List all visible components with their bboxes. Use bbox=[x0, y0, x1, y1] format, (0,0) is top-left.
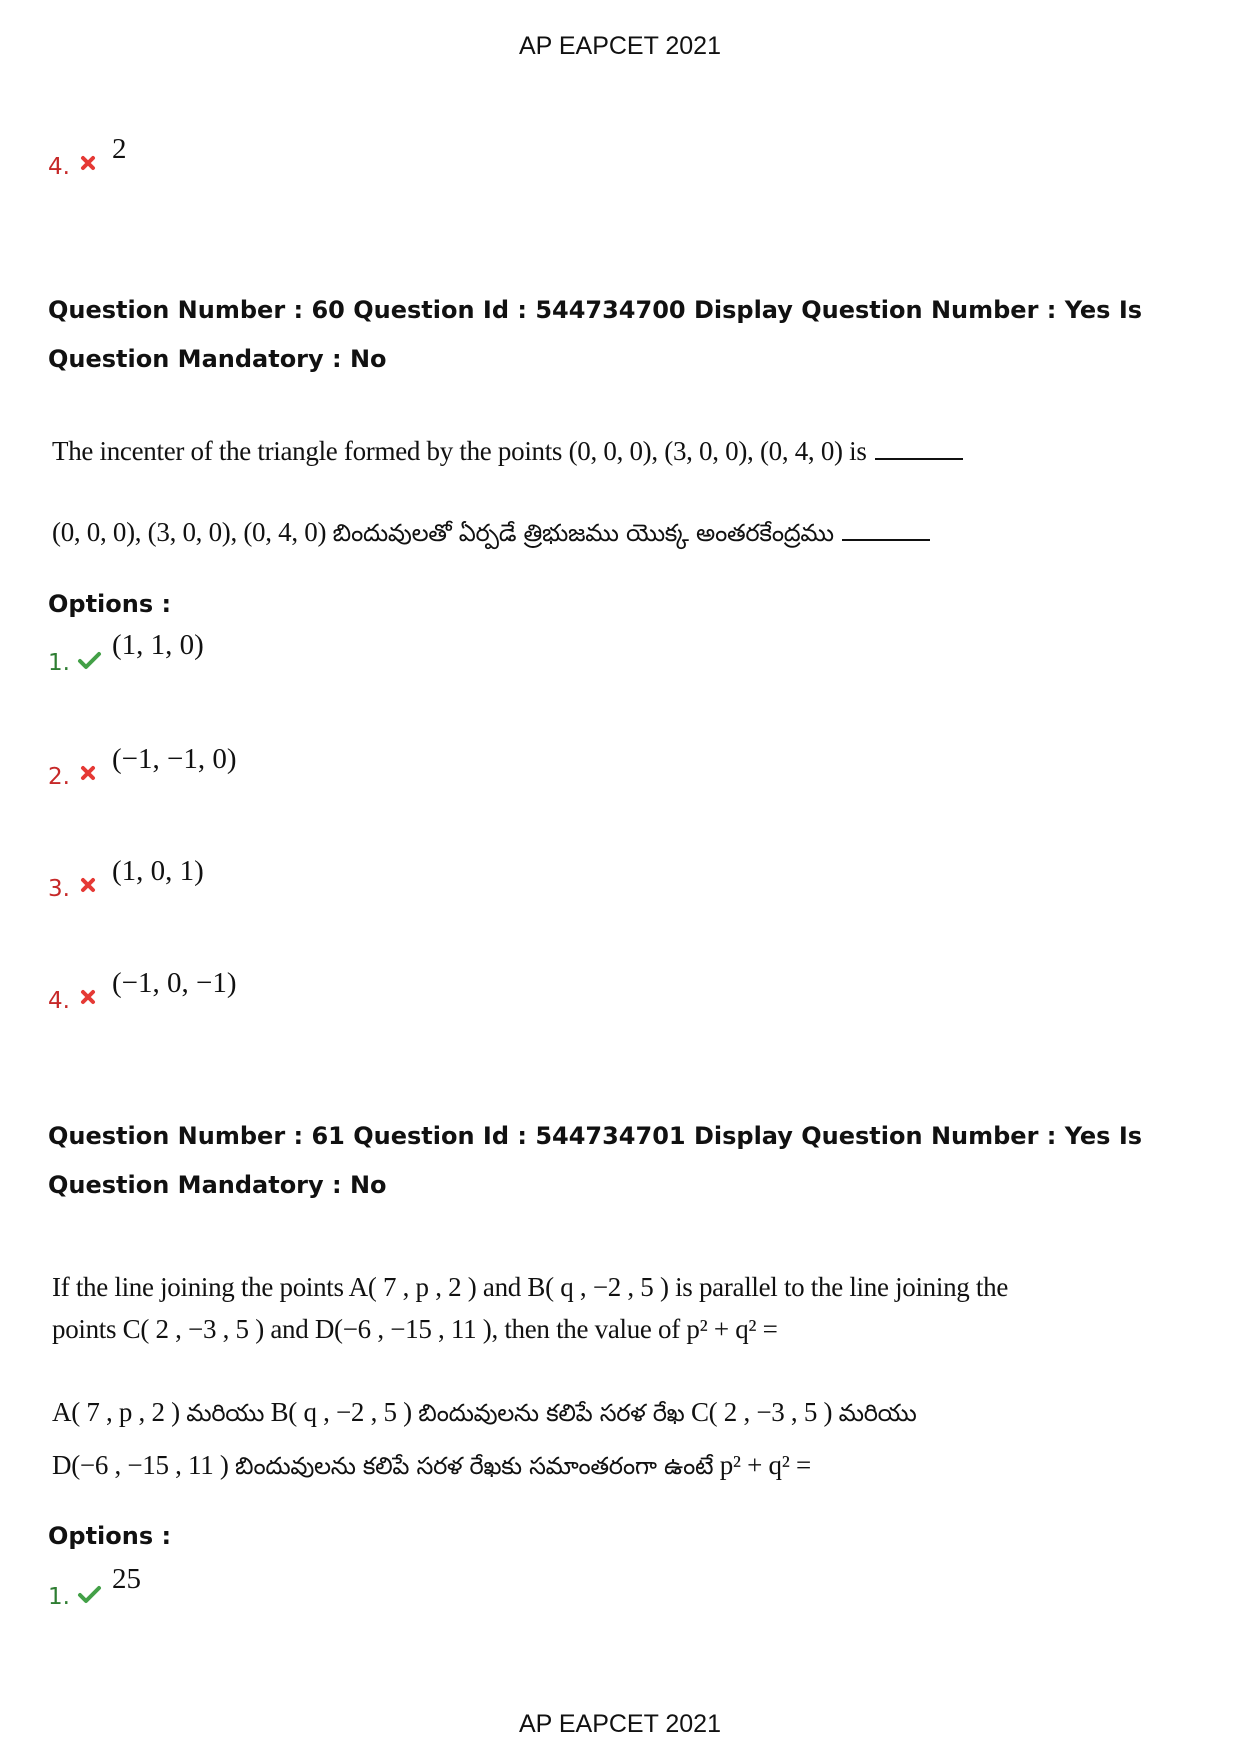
option-value: (−1, −1, 0) bbox=[112, 743, 237, 775]
option-value: 25 bbox=[112, 1563, 141, 1595]
telugu-and: మరియు bbox=[186, 1399, 265, 1427]
option-number: 4. bbox=[48, 154, 70, 180]
cross-icon bbox=[76, 876, 102, 896]
question-61-english-line-1: If the line joining the points A( 7 , p , 2 ) and B( q , −2 , 5 ) is parallel to the line joining the bbox=[52, 1272, 1009, 1302]
page-footer: AP EAPCET 2021 bbox=[519, 1710, 721, 1738]
page-header: AP EAPCET 2021 bbox=[519, 32, 721, 60]
option-value: (1, 1, 0) bbox=[112, 629, 204, 661]
point-b: B( q , −2 , 5 ) bbox=[270, 1397, 412, 1427]
point-c: C( 2 , −3 , 5 ) bbox=[690, 1397, 833, 1427]
prev-option-4 bbox=[48, 133, 127, 180]
option-number: 3. bbox=[48, 876, 70, 902]
q60-option-1 bbox=[48, 629, 204, 676]
cross-icon bbox=[76, 988, 102, 1008]
question-text: The incenter of the triangle formed by the points (0, 0, 0), (3, 0, 0), (0, 4, 0) is bbox=[52, 436, 867, 466]
check-icon bbox=[76, 650, 102, 670]
option-value: (1, 0, 1) bbox=[112, 855, 204, 887]
expression: p² + q² = bbox=[719, 1450, 811, 1480]
option-number: 1. bbox=[48, 650, 70, 676]
answer-blank bbox=[842, 537, 930, 541]
question-60-english-text bbox=[52, 436, 963, 467]
telugu-text: బిందువులను కలిపే సరళ రేఖ bbox=[418, 1399, 685, 1427]
option-value: (−1, 0, −1) bbox=[112, 967, 237, 999]
question-60-telugu-text bbox=[52, 517, 930, 553]
option-number: 4. bbox=[48, 988, 70, 1014]
options-label: Options : bbox=[48, 1522, 172, 1550]
point-a: A( 7 , p , 2 ) bbox=[52, 1397, 180, 1427]
q60-option-4 bbox=[48, 967, 237, 1014]
point-d: D(−6 , −15 , 11 ) bbox=[52, 1450, 229, 1480]
question-61-telugu-line-1 bbox=[52, 1397, 917, 1433]
q60-option-3 bbox=[48, 855, 204, 902]
check-icon bbox=[76, 1584, 102, 1604]
q60-option-2 bbox=[48, 743, 237, 790]
option-number: 1. bbox=[48, 1584, 70, 1610]
telugu-text: బిందువులను కలిపే సరళ రేఖకు సమాంతరంగా ఉంటే bbox=[235, 1452, 714, 1480]
answer-blank bbox=[875, 456, 963, 460]
question-61-telugu-line-2 bbox=[52, 1450, 811, 1486]
cross-icon bbox=[76, 764, 102, 784]
option-value: 2 bbox=[112, 133, 127, 165]
question-61-english-line-2: points C( 2 , −3 , 5 ) and D(−6 , −15 , 11 ), then the value of p² + q² = bbox=[52, 1314, 778, 1344]
option-number: 2. bbox=[48, 764, 70, 790]
cross-icon bbox=[76, 154, 102, 174]
options-label: Options : bbox=[48, 590, 172, 618]
question-60-heading: Question Number : 60 Question Id : 544734700 Display Question Number : Yes Is Question Mandatory : No bbox=[48, 296, 1143, 373]
question-61-heading: Question Number : 61 Question Id : 544734701 Display Question Number : Yes Is Question Mandatory : No bbox=[48, 1122, 1143, 1199]
telugu-text: బిందువులతో ఏర్పడే త్రిభుజము యొక్క అంతరకేంద్రము bbox=[332, 519, 834, 547]
telugu-and: మరియు bbox=[838, 1399, 917, 1427]
points: (0, 0, 0), (3, 0, 0), (0, 4, 0) bbox=[52, 517, 327, 547]
q61-option-1 bbox=[48, 1563, 141, 1610]
